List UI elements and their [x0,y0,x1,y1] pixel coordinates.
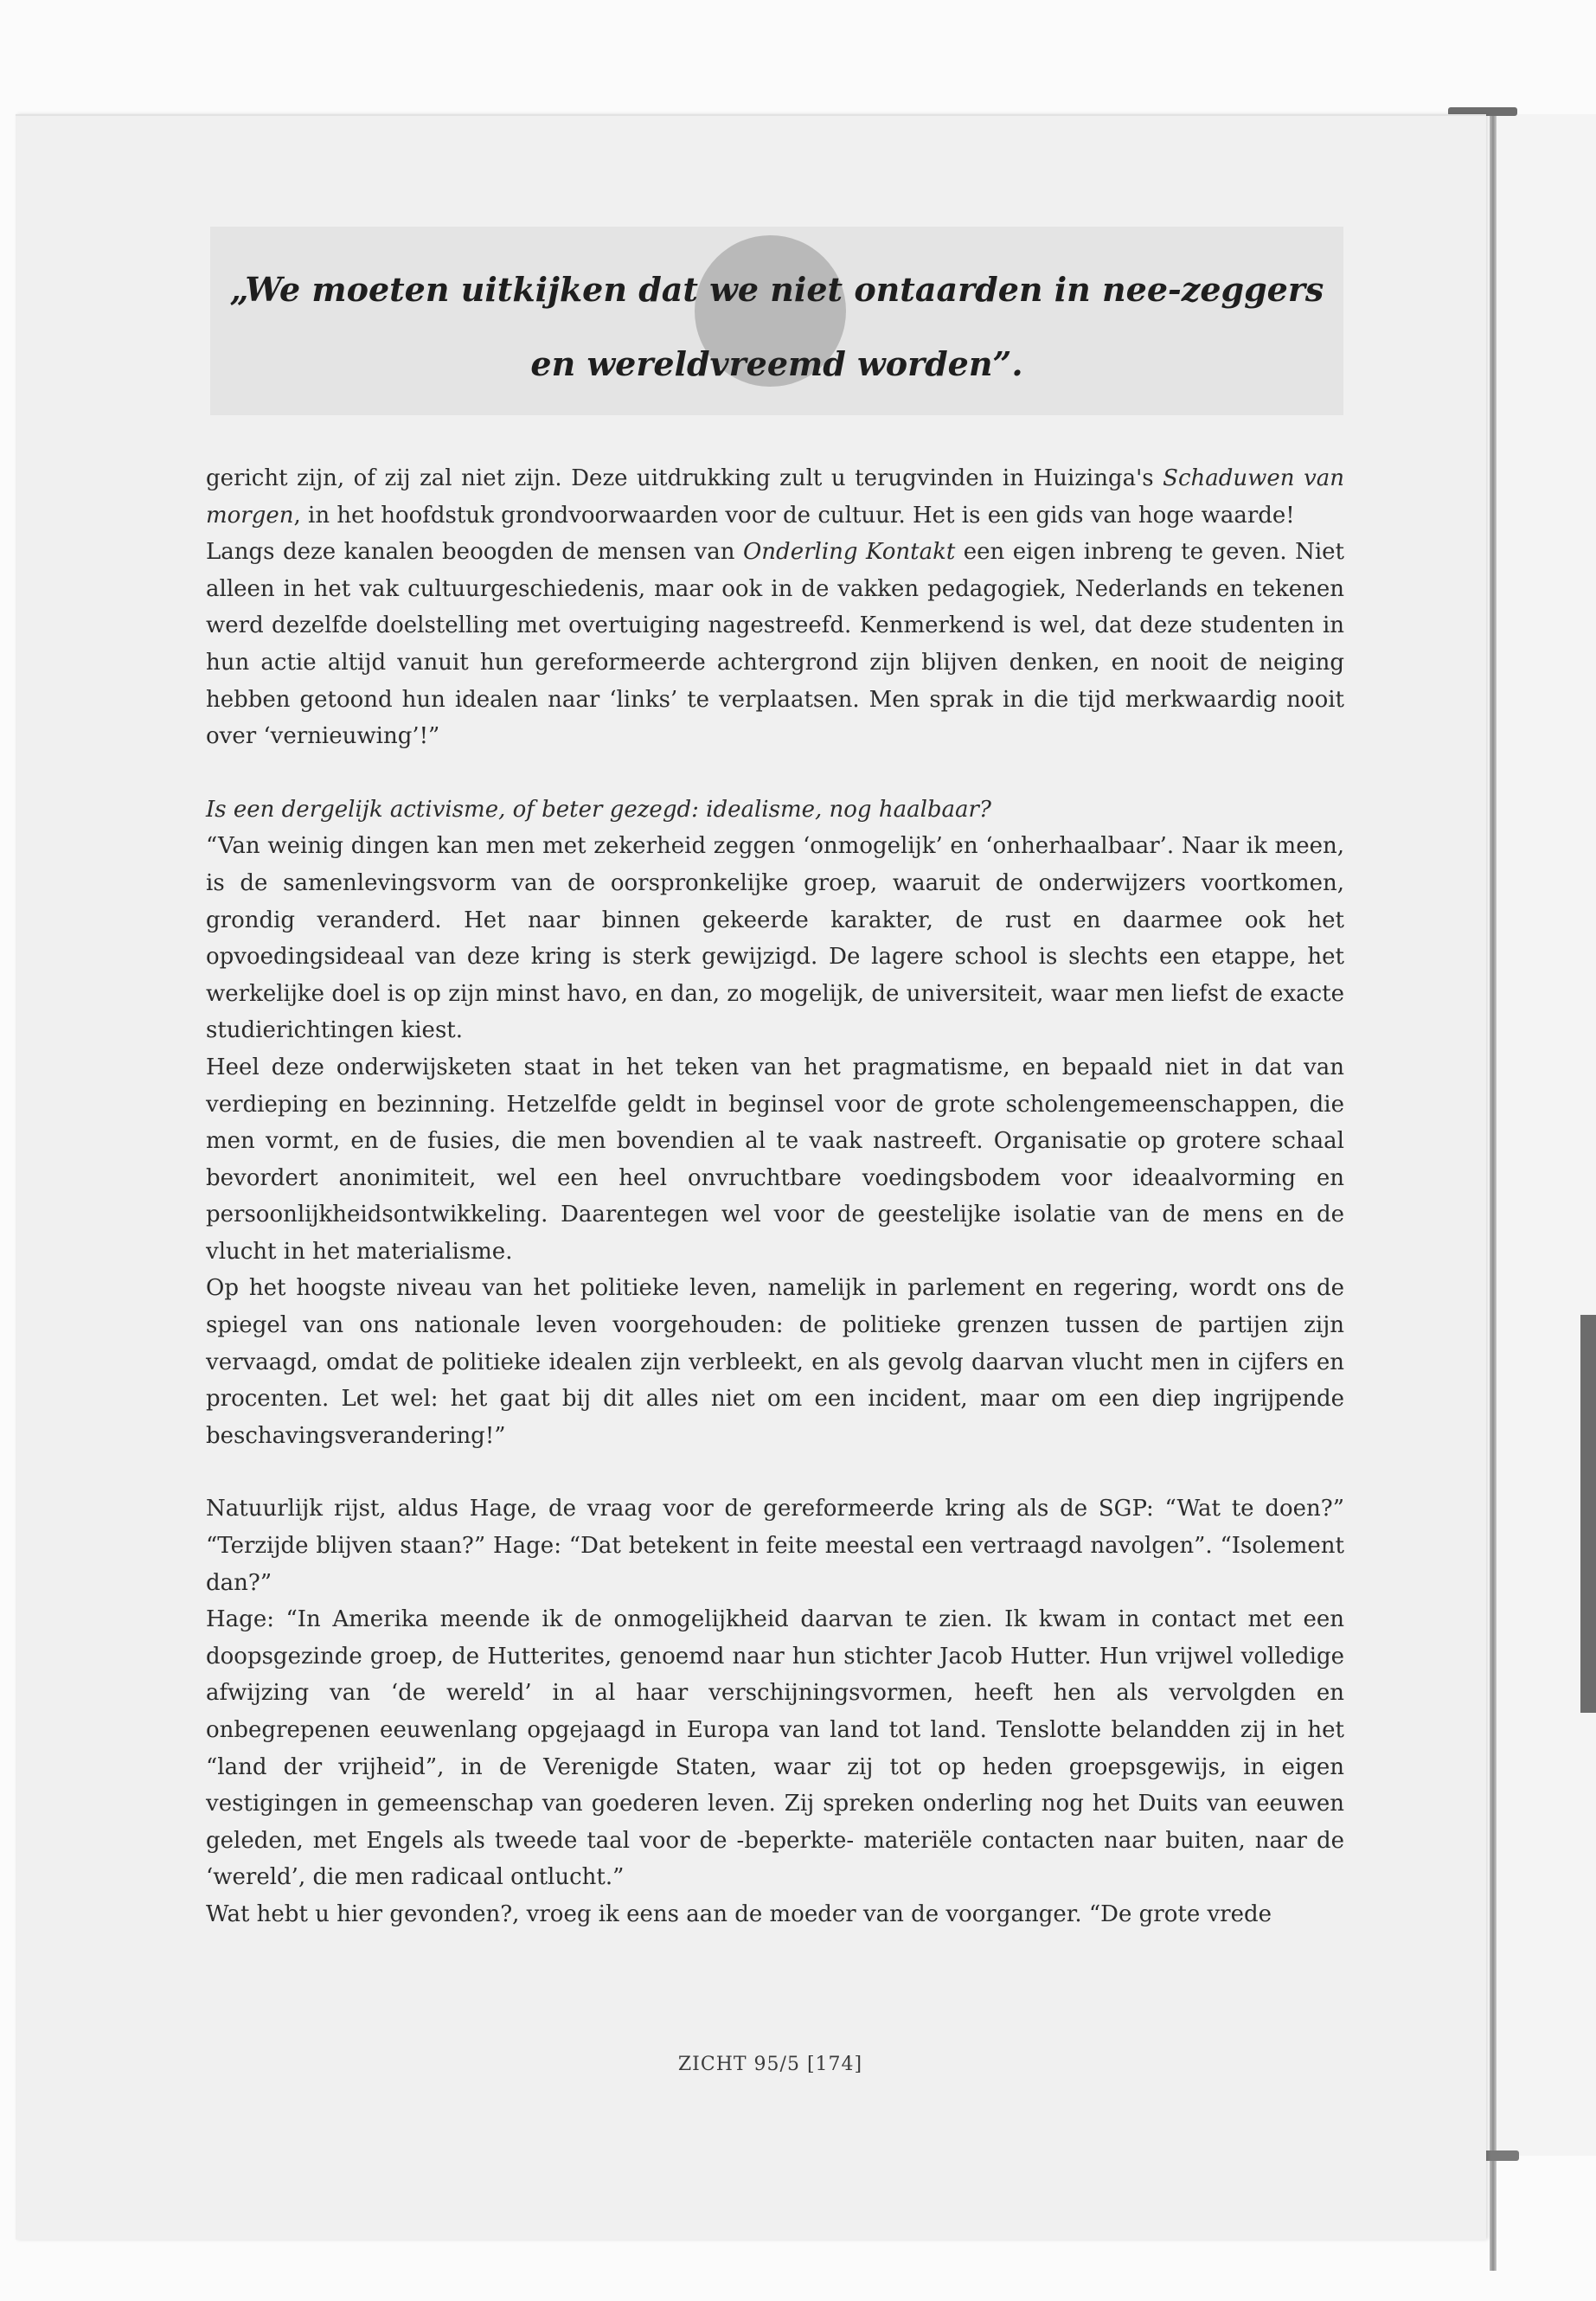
paragraph-4: Heel deze onderwijsketen staat in het teken van het pragmatisme, en bepaald niet in dat van verdieping en bezinning. Hetzelfde geldt in beginsel voor de grote scholengemeenschappen, die men vormt, en de fusies, die men bovendien al te vaak nastreeft. Organisatie op grotere schaal bevordert anonimiteit, wel een heel onvruchtbare voedingsbodem voor ideaalvorming en persoonlijkheidsontwikkeling. Daarentegen wel voor de geestelijke isolatie van de mens en de vlucht in het materialisme. [206,1054,1344,1265]
book-title-schaduwen: Schaduwen van morgen [206,465,1345,529]
pull-quote-line-1: „We moeten uitkijken dat we niet ontaarden in nee-zeggers [229,270,1324,309]
paragraph-2-text-b: een eigen inbreng te geven. Niet alleen in het vak cultuurgeschiedenis, maar ook in de vakken pedagogiek, Nederlands en tekenen werd dezelfde doelstelling met overtuiging nagestreefd. Kenmerkend is wel, dat deze studenten in hun actie altijd vanuit hun gereformeerde achtergrond zijn blijven denken, en nooit de neiging hebben getoond hun idealen naar ‘links’ te verplaatsen. Men sprak in die tijd merkwaardig nooit over ‘vernieuwing’!” [206,539,1344,750]
pull-quote [210,253,1343,401]
title-onderling-kontakt: Onderling Kontakt [742,539,956,566]
paragraph-8: Wat hebt u hier gevonden?, vroeg ik eens aan de moeder van de voorganger. “De grote vrede [206,1900,1272,1927]
page-footer [0,2054,1596,2075]
page-reference: ZICHT 95/5 [174] [677,2054,863,2075]
paragraph-2-text-a: Langs deze kanalen beoogden de mensen van [206,539,743,566]
binding-spine [1490,108,1497,2271]
next-page-edge [1495,114,1596,2156]
paragraph-1 [206,460,1344,534]
pull-quote-box [210,227,1343,415]
paragraph-3: “Van weinig dingen kan men met zekerheid zeggen ‘onmogelijk’ en ‘onherhaalbaar’. Naar ik meen, is de samenlevingsvorm van de oorspronkelijke groep, waaruit de onderwijzers voortkomen, grondig veranderd. Het naar binnen gekeerde karakter, de rust en daarmee ook het opvoedingsideaal van deze kring is sterk gewijzigd. De lagere school is slechts een etappe, het werkelijke doel is op zijn minst havo, en dan, zo mogelijk, de universiteit, waar men liefst de exacte studierichtingen kiest. [206,833,1344,1044]
question-text: Is een dergelijk activisme, of beter gezegd: idealisme, nog haalbaar? [206,796,991,823]
paragraph-7: Hage: “In Amerika meende ik de onmogelijkheid daarvan te zien. Ik kwam in contact met een doopsgezinde groep, de Hutterites, genoemd naar hun stichter Jacob Hutter. Hun vrijwel volledige afwijzing van ‘de wereld’ in al haar verschijningsvormen, heeft hen als vervolgden en onbegrepenen eeuwenlang opgejaagd in Europa van land tot land. Tenslotte belandden zij in het “land der vrijheid”, in de Verenigde Staten, waar zij tot op heden groepsgewijs, in eigen vestigingen in gemeenschap van goederen leven. Zij spreken onderling nog het Duits van eeuwen geleden, met Engels als tweede taal voor de -beperkte- materiële contacten naar buiten, naar de ‘wereld’, die men radicaal ontlucht.” [206,1606,1344,1891]
page-edge-tab [1580,1315,1596,1713]
article-body [206,460,1344,1933]
paragraph-1-text-b: , in het hoofdstuk grondvoorwaarden voor de cultuur. Het is een gids van hoge waarde! [293,502,1295,529]
interview-question [206,792,1344,829]
pull-quote-line-2: en wereldvreemd worden”. [530,344,1023,383]
paragraph-2 [206,534,1344,755]
paragraph-5: Op het hoogste niveau van het politieke leven, namelijk in parlement en regering, wordt ons de spiegel van ons nationale leven voorgehouden: de politieke grenzen tussen de partijen zijn vervaagd, omdat de politieke idealen zijn verbleekt, en als gevolg daarvan vlucht men in cijfers en procenten. Let wel: het gaat bij dit alles niet om een incident, maar om een diep ingrijpende beschavingsverandering!” [206,1275,1344,1449]
paragraph-6: Natuurlijk rijst, aldus Hage, de vraag voor de gereformeerde kring als de SGP: “Wat te doen?” “Terzijde blijven staan?” Hage: “Dat betekent in feite meestal een vertraagd navolgen”. “Isolement dan?” [206,1496,1344,1596]
paragraph-1-text-a: gericht zijn, of zij zal niet zijn. Deze uitdrukking zult u terugvinden in Huizinga's [206,465,1163,491]
